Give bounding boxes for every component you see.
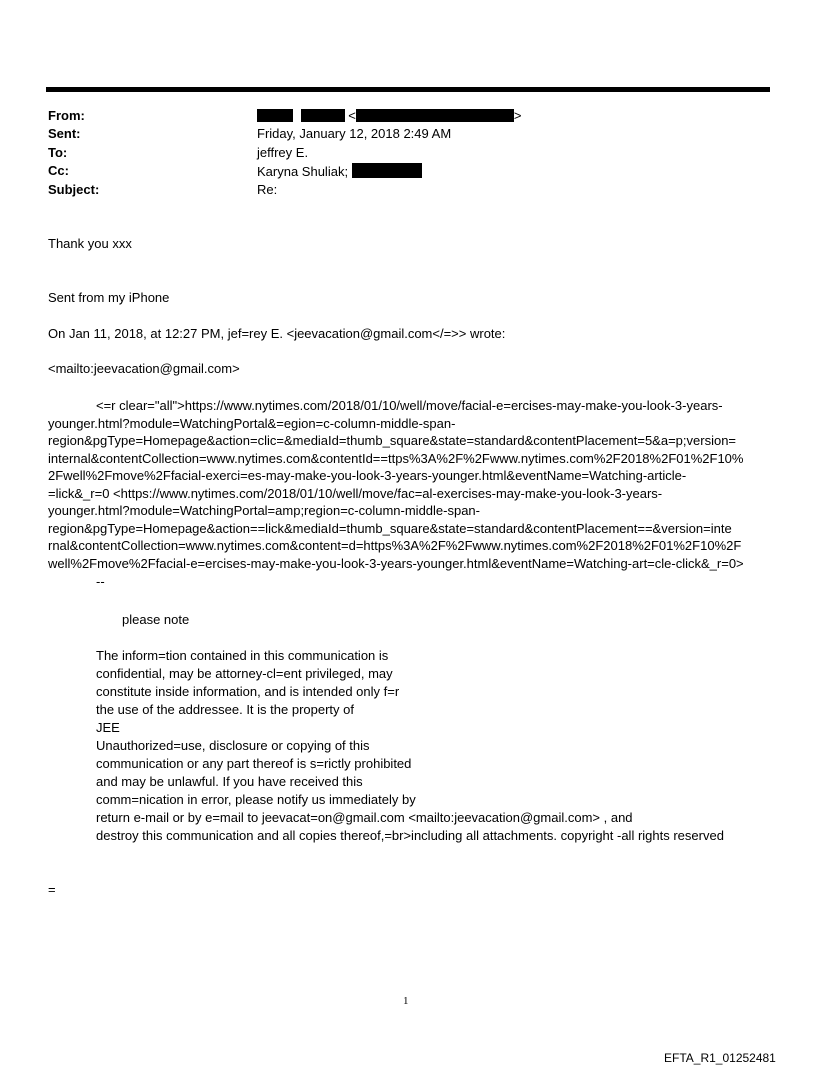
please-note: please note — [122, 612, 190, 627]
url-line: younger.html?module=WatchingPortal&=egion=c-column-middle-span- — [48, 415, 456, 431]
cc-value — [257, 163, 422, 179]
redaction-bar — [352, 163, 422, 178]
cc-name: Karyna Shuliak; — [257, 164, 349, 179]
disclaimer — [96, 647, 724, 845]
url-line: region&pgType=Homepage&action==lick&mediaId=thumb_square&state=standard&contentPlacement==&version=inte — [48, 520, 732, 536]
url-line: well%2Fmove%2Ffacial-e=ercises-may-make-you-look-3-years-younger.html&eventName=Watching-art=cle-click&_r=0> — [48, 555, 744, 571]
quote-intro: On Jan 11, 2018, at 12:27 PM, jef=rey E. <jeevacation@gmail.com</=>> wrote: — [48, 326, 506, 341]
disclaimer-line: destroy this communication and all copies thereof,=br>including all attachments. copyright -all rights reserved — [96, 828, 724, 843]
mailto-link[interactable]: <mailto:jeevacation@gmail.com> — [48, 361, 240, 376]
url-line: =lick&_r=0 <https://www.nytimes.com/2018/01/10/well/move/fac=al-exercises-may-make-you-look-3-years- — [48, 485, 663, 501]
to-label: To: — [48, 145, 68, 160]
disclaimer-line: Unauthorized=use, disclosure or copying of this — [96, 738, 370, 753]
url-line: internal&contentCollection=www.nytimes.com&contentId==ttps%3A%2F%2Fwww.nytimes.com%2F2018%2F01%2F10% — [48, 450, 744, 466]
trailing-equals: = — [48, 882, 56, 897]
url-line: 2Fwell%2Fmove%2Ffacial-exerci=es-may-make-you-look-3-years-younger.html&eventName=Watching-article- — [48, 468, 687, 483]
from-value — [257, 108, 521, 123]
disclaimer-line: communication or any part thereof is s=rictly prohibited — [96, 756, 412, 771]
signature: Sent from my iPhone — [48, 290, 170, 305]
nytimes-url[interactable] — [48, 397, 770, 572]
url-line: rnal&contentCollection=www.nytimes.com&content=d=https%3A%2F%2Fwww.nytimes.com%2F2018%2F01%2F10%2F — [48, 538, 742, 553]
disclaimer-line: confidential, may be attorney-cl=ent privileged, may — [96, 666, 393, 681]
url-line: region&pgType=Homepage&action=clic=&mediaId=thumb_square&state=standard&contentPlacement=5&a=p;version= — [48, 433, 737, 448]
disclaimer-line: constitute inside information, and is intended only f=r — [96, 684, 400, 699]
page-number: 1 — [403, 995, 409, 1007]
greeting: Thank you xxx — [48, 236, 132, 251]
disclaimer-line: return e-mail or by e=mail to jeevacat=on@gmail.com <mailto:jeevacation@gmail.com> , and — [96, 810, 633, 825]
url-line: younger.html?module=WatchingPortal=amp;region=c-column-middle-span- — [48, 503, 480, 518]
redaction-bar — [301, 109, 345, 122]
subject-label: Subject: — [48, 182, 100, 197]
disclaimer-line: and may be unlawful. If you have received this — [96, 774, 363, 789]
from-label: From: — [48, 108, 85, 123]
disclaimer-line: comm=nication in error, please notify us immediately by — [96, 792, 416, 807]
cc-label: Cc: — [48, 163, 69, 178]
header-divider — [46, 87, 770, 92]
from-gt: > — [513, 108, 522, 123]
sent-label: Sent: — [48, 126, 81, 141]
sent-value: Friday, January 12, 2018 2:49 AM — [257, 126, 452, 141]
disclaimer-line: the use of the addressee. It is the property of — [96, 702, 354, 717]
redaction-bar — [257, 109, 293, 122]
document-id: EFTA_R1_01252481 — [664, 1051, 776, 1065]
url-line: <=r clear="all">https://www.nytimes.com/2018/01/10/well/move/facial-e=ercises-may-make-you-look-3-years- — [96, 398, 723, 413]
subject-value: Re: — [257, 182, 278, 197]
to-value: jeffrey E. — [257, 145, 309, 160]
signature-dashes: -- — [96, 574, 105, 589]
disclaimer-line: The inform=tion contained in this communication is — [96, 648, 389, 663]
from-lt: < — [348, 108, 356, 123]
redaction-bar — [356, 109, 514, 122]
disclaimer-line: JEE — [96, 720, 120, 735]
